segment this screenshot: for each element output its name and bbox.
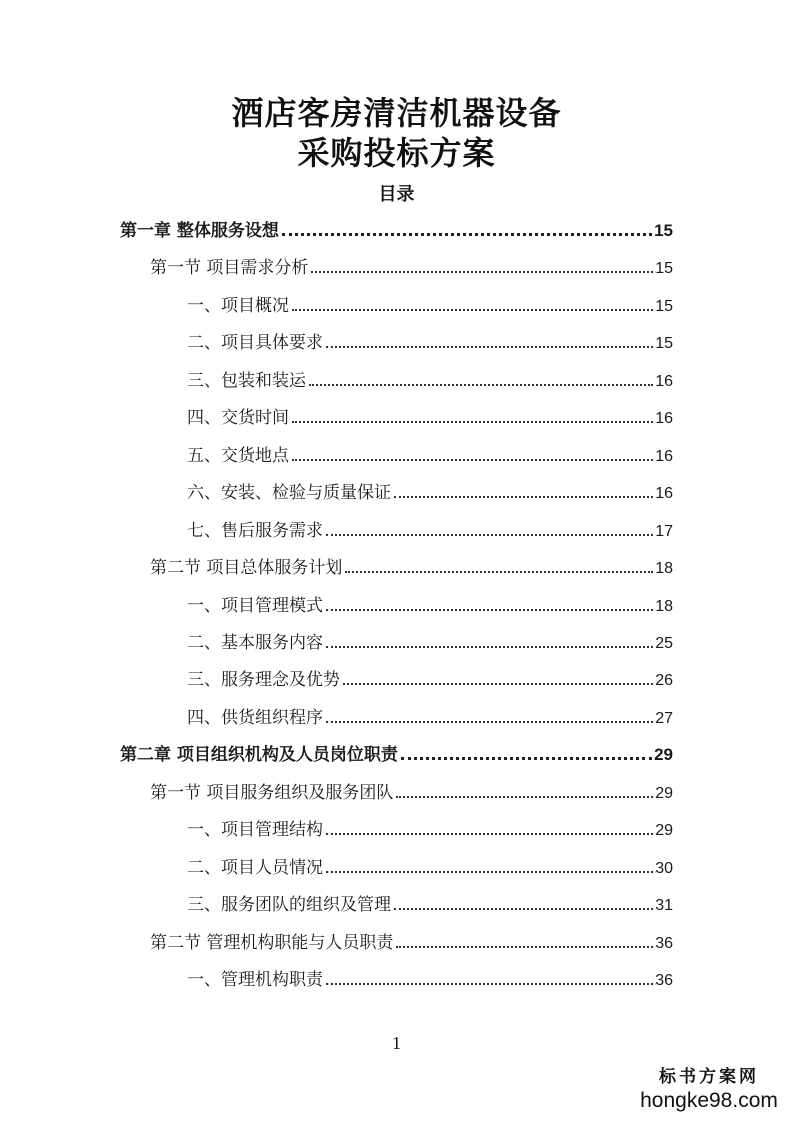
toc-dot-leader [343,683,653,685]
toc-entry-label: 五、交货地点 [187,446,289,466]
toc-entry-label: 第一节 项目需求分析 [150,258,309,278]
toc-entry-label: 第二节 管理机构职能与人员职责 [150,933,394,953]
toc-item-entry[interactable] [187,965,673,995]
toc-entry-label: 一、项目管理模式 [187,596,323,616]
toc-entry-page-number: 16 [655,373,673,390]
toc-dot-leader [326,833,653,835]
toc-heading: 目录 [378,184,415,205]
toc-entry-label: 三、包装和装运 [187,371,306,391]
toc-entry-page-number: 17 [655,523,673,540]
toc-entry-label: 第二节 项目总体服务计划 [150,558,343,578]
toc-item-entry[interactable] [187,815,673,845]
toc-entry-page-number: 36 [655,935,673,952]
toc-chapter-entry[interactable] [120,216,673,246]
toc-entry-label: 三、服务团队的组织及管理 [187,895,391,915]
toc-item-entry[interactable] [187,665,673,695]
watermark-logo [639,1066,779,1114]
toc-chapter-entry[interactable] [120,740,673,770]
toc-entry-page-number: 29 [655,822,673,839]
toc-dot-leader [292,421,653,423]
toc-entry-label: 第二章 项目组织机构及人员岗位职责 [120,745,398,765]
toc-entry-page-number: 16 [655,485,673,502]
toc-section-entry[interactable] [150,553,673,583]
toc-item-entry[interactable] [187,366,673,396]
toc-entry-label: 七、售后服务需求 [187,521,323,541]
toc-entry-label: 一、项目管理结构 [187,820,323,840]
toc-item-entry[interactable] [187,628,673,658]
toc-entry-page-number: 18 [655,598,673,615]
toc-dot-leader [326,346,653,348]
toc-entry-page-number: 16 [655,448,673,465]
toc-section-entry[interactable] [150,253,673,283]
toc-dot-leader [326,534,653,536]
toc-entry-page-number: 27 [655,710,673,727]
toc-entry-page-number: 25 [655,635,673,652]
toc-section-entry[interactable] [150,778,673,808]
toc-item-entry[interactable] [187,516,673,546]
toc-item-entry[interactable] [187,403,673,433]
toc-dot-leader [326,609,653,611]
toc-entry-label: 第一节 项目服务组织及服务团队 [150,783,394,803]
toc-entry-page-number: 18 [655,560,673,577]
toc-dot-leader [326,871,653,873]
watermark-brand: 标书方案网 [659,1067,759,1087]
toc-item-entry[interactable] [187,291,673,321]
toc-entry-page-number: 30 [655,860,673,877]
toc-dot-leader [292,309,653,311]
toc-dot-leader [401,757,652,760]
toc-dot-leader [345,571,653,573]
toc-dot-leader [326,721,653,723]
toc-entry-label: 一、管理机构职责 [187,970,323,990]
toc-item-entry[interactable] [187,591,673,621]
toc-item-entry[interactable] [187,441,673,471]
toc-entry-label: 一、项目概况 [187,296,289,316]
toc-entry-label: 四、交货时间 [187,408,289,428]
toc-dot-leader [394,908,653,910]
toc-entry-page-number: 15 [654,221,673,240]
document-title-line-1: 酒店客房清洁机器设备 [231,94,562,132]
toc-entry-label: 六、安装、检验与质量保证 [187,483,391,503]
toc-entry-label: 第一章 整体服务设想 [120,221,279,241]
document-title-line-2: 采购投标方案 [297,134,496,172]
toc-entry-page-number: 29 [655,785,673,802]
toc-dot-leader [394,496,653,498]
toc-item-entry[interactable] [187,478,673,508]
toc-entry-page-number: 15 [655,260,673,277]
toc-entry-page-number: 26 [655,672,673,689]
toc-dot-leader [326,983,653,985]
toc-dot-leader [326,646,653,648]
toc-entry-page-number: 15 [655,298,673,315]
toc-entry-label: 二、基本服务内容 [187,633,323,653]
toc-dot-leader [282,233,652,236]
page-number: 1 [392,1033,401,1053]
toc-entry-label: 二、项目人员情况 [187,858,323,878]
watermark-domain: hongke98.com [640,1089,778,1112]
toc-item-entry[interactable] [187,328,673,358]
toc-item-entry[interactable] [187,890,673,920]
toc-section-entry[interactable] [150,928,673,958]
toc-dot-leader [396,796,653,798]
toc-item-entry[interactable] [187,853,673,883]
toc-dot-leader [396,946,653,948]
toc-dot-leader [309,384,653,386]
toc-dot-leader [292,459,653,461]
toc-entry-page-number: 15 [655,335,673,352]
toc-entry-page-number: 16 [655,410,673,427]
toc-item-entry[interactable] [187,703,673,733]
toc-entry-label: 四、供货组织程序 [187,708,323,728]
toc-entry-page-number: 29 [654,745,673,764]
toc-entry-label: 三、服务理念及优势 [187,670,340,690]
toc-dot-leader [311,271,653,273]
toc-entry-label: 二、项目具体要求 [187,333,323,353]
toc-entry-page-number: 36 [655,972,673,989]
toc-entry-page-number: 31 [655,897,673,914]
